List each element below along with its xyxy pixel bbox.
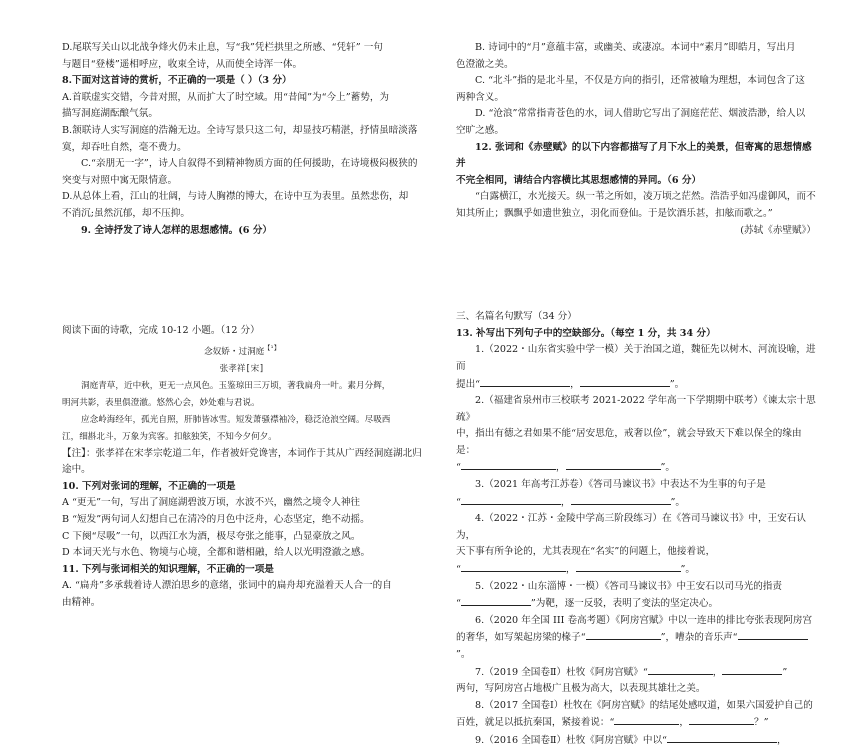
fill-blank[interactable] xyxy=(480,376,570,387)
item-2-cont: 中，指出有德之君如果不能“居安思危，戒奢以俭”，就会导致天下难以保全的缘由是： xyxy=(456,428,802,456)
reading-intro: 阅读下面的诗歌，完成 10-12 小题。（12 分） xyxy=(62,325,260,337)
fill-blank[interactable] xyxy=(576,561,681,572)
item-7-cont: 两句，写阿房宫占地极广且极为高大，以表现其雄壮之美。 xyxy=(456,683,706,695)
item-3-blanks: “ ， ”。 xyxy=(456,494,816,512)
option-d-cont: 空旷之感。 xyxy=(456,124,504,136)
item-6-blanks: 的奢华，如写架起房梁的椽子“ ”，嘈杂的音乐声“”。 xyxy=(456,629,816,663)
option-c: C. “北斗”指的是北斗星，不仅是方向的指引，还常被喻为理想，本词包含了这 xyxy=(475,75,805,87)
question-10: 10. 下列对张词的理解，不正确的一项是 xyxy=(62,480,236,492)
question-13: 13. 补写出下列句子中的空缺部分。（每空 1 分，共 34 分） xyxy=(456,327,716,339)
item-8-cont: 百姓，就足以抵抗秦国，紧接着说：“ ， ？” xyxy=(456,714,816,732)
answer-space xyxy=(456,239,816,309)
option-c-cont: 突变与对照中寓无限情意。 xyxy=(62,174,178,186)
quote-line: “白露横江，水光接天。纵一苇之所如，凌万顷之茫然。浩浩乎如冯虚御风，而不 xyxy=(475,191,816,203)
fill-blank[interactable] xyxy=(566,459,661,470)
item-1-cont: 提出“ ， ”。 xyxy=(456,376,816,394)
poem-line: 江，细斟北斗，万象为宾客。扣舷独笑，不知今夕何夕。 xyxy=(62,431,277,442)
fill-blank[interactable] xyxy=(738,629,808,640)
option-a: A “更无”一句，写出了洞庭湖碧波万顷，水波不兴，幽然之境令人神往 xyxy=(62,497,361,509)
item-4-blanks: “ ， ”。 xyxy=(456,561,816,579)
poem-line: 明河共影，表里俱澄澈。悠然心会，妙处难与君说。 xyxy=(62,397,260,408)
question-9: 9. 全诗抒发了诗人怎样的思想感情。(6 分） xyxy=(81,224,273,236)
option-a-cont: 由精神。 xyxy=(62,596,101,608)
option-c: C 下阕“尽吸”一句，以西江水为酒，极尽夸张之能事，凸显豪放之风。 xyxy=(62,530,361,542)
poem-note: 【注】：张孝祥在宋孝宗乾道二年，作者被奸党谗害，本词作于其从广西经洞庭湖北归途中。 xyxy=(62,447,422,476)
fill-blank[interactable] xyxy=(614,714,679,725)
option-b: B “短发”两句词人幻想自己在清冷的月色中泛舟，心态坚定，绝不动摇。 xyxy=(62,513,370,525)
item-2-blanks: “ ， ”。 xyxy=(456,459,816,477)
item-3: 3.（2021 年高考江苏卷）《答司马谏议书》中表达不为生事的句子是 xyxy=(475,479,766,491)
option-c-cont: 两种含义。 xyxy=(456,91,504,103)
option-b-cont: 色澄澈之美。 xyxy=(456,58,514,70)
item-1: 1.（2022・山东省实验中学一模）关于治国之道，魏征先以树木、河流设喻，进而 xyxy=(456,344,816,372)
text-line: D.尾联写关山以北战争烽火仍未止息，写“我”凭栏拱里之所感、“凭轩” 一句 xyxy=(62,42,383,53)
item-9: 9.（2016 全国卷Ⅱ）杜牧《阿房宫赋》中以“ ， xyxy=(456,732,816,750)
fill-blank[interactable] xyxy=(722,664,782,675)
left-column xyxy=(62,40,422,612)
item-4-cont: 天下事有所争论的，尤其表现在“名实”的问题上，他接着说， xyxy=(456,546,716,558)
option-a: A. “扁舟”多承载着诗人漂泊思乡的意绪，张词中的扁舟却充溢着天人合一的自 xyxy=(62,580,392,592)
option-a: A.首联虚实交错，今昔对照，从而扩大了时空域。用“昔闻”为“今上”蓄势，为 xyxy=(62,91,390,103)
poem-title: 念奴娇・过洞庭$^{【^1】}$ xyxy=(204,344,280,357)
fill-blank[interactable] xyxy=(461,595,531,606)
option-d: D. “沧浪”常常指青苍色的水，词人借助它写出了洞庭茫茫、烟波浩渺，给人以 xyxy=(475,108,806,120)
question-8: 8.下面对这首诗的赏析，不正确的一项是（ ）（3 分） xyxy=(62,75,292,87)
question-11: 11. 下列与张词相关的知识理解，不正确的一项是 xyxy=(62,563,274,575)
quote-source: (苏轼《赤壁赋》） xyxy=(740,224,816,236)
option-b: B. 诗词中的“月”意蕴丰富，或幽美、或凄凉。本词中“素月”即皓月，写出月 xyxy=(475,42,796,53)
item-4: 4.（2022・江苏・金陵中学高三阶段练习）在《答司马谏议书》中，王安石认为， xyxy=(456,513,806,541)
option-b: B.颔联诗人实写洞庭的浩瀚无边。全诗写景只这二句，却显技巧精湛，抒情虽暗淡落 xyxy=(62,124,418,136)
poem-author: 张孝祥[宋] xyxy=(219,363,265,374)
option-d-cont: 不消沉;虽然沉郁，却不压抑。 xyxy=(62,207,190,219)
item-6: 6.（2020 年全国 III 卷高考题）《阿房宫赋》中以一连串的排比夸张表现阿房宫 xyxy=(475,614,813,626)
fill-blank[interactable] xyxy=(461,561,566,572)
quote-line: 知其所止；飘飘乎如遗世独立，羽化而登仙。于是饮酒乐甚，扣舷而歌之。” xyxy=(456,207,773,219)
poem-line: 应念岭海经年，孤光自照，肝肺皆冰雪。短发萧骚襟袖冷，稳泛沧浪空阔。尽吸西 xyxy=(81,414,391,425)
item-7: 7.（2019 全国卷Ⅱ）杜牧《阿房宫赋》“ ， ” xyxy=(456,664,816,682)
item-8: 8.（2017 全国卷Ⅰ）杜牧在《阿房宫赋》的结尾处感叹道，如果六国爱护自己的 xyxy=(475,699,813,711)
question-12-cont: 不完全相同，请结合内容横比其思想感情的异同。（6 分） xyxy=(456,174,702,186)
item-5: 5.（2022・山东淄博・一模）《答司马谏议书》中王安石以司马光的指责 xyxy=(475,580,782,592)
right-column xyxy=(456,40,816,750)
question-12: 12. 张词和《赤壁赋》的以下内容都描写了月下水上的美景，但寄寓的思想情感并 xyxy=(456,141,812,170)
option-a-cont: 描写洞庭湖酝酿气氛。 xyxy=(62,108,158,120)
item-2: 2.（福建省泉州市三校联考 2021-2022 学年高一下学期期中联考）《谏太宗十思疏》 xyxy=(456,395,816,423)
option-c: C.“亲朋无一字”，诗人自叙得不到精神物质方面的任何援助，在诗境极闷极狭的 xyxy=(81,158,418,170)
answer-space xyxy=(62,239,422,323)
section-title: 三、名篇名句默写（34 分） xyxy=(456,311,577,323)
fill-blank[interactable] xyxy=(580,376,670,387)
option-b-cont: 寞，却吞吐自然，毫不费力。 xyxy=(62,141,187,153)
poem-line: 洞庭青草，近中秋，更无一点风色。玉鉴琼田三万顷，著我扁舟一叶。素月分辉， xyxy=(81,380,391,391)
text-line: 与题目“登楼”遥相呼应，收束全诗，从而使全诗浑一体。 xyxy=(62,58,303,70)
fill-blank[interactable] xyxy=(461,459,556,470)
item-5-blanks: “ ”为靶，逐一反驳，表明了变法的坚定决心。 xyxy=(456,595,816,613)
fill-blank[interactable] xyxy=(648,664,713,675)
fill-blank[interactable] xyxy=(667,732,777,743)
fill-blank[interactable] xyxy=(461,494,561,505)
fill-blank[interactable] xyxy=(571,494,671,505)
fill-blank[interactable] xyxy=(586,629,661,640)
option-d: D 本词天光与水色、物境与心境，全都和谐相融，给人以光明澄澈之感。 xyxy=(62,547,371,559)
option-d: D.从总体上看，江山的壮阔，与诗人胸襟的博大，在诗中互为表里。虽然悲伤，却 xyxy=(62,191,409,203)
fill-blank[interactable] xyxy=(689,714,754,725)
